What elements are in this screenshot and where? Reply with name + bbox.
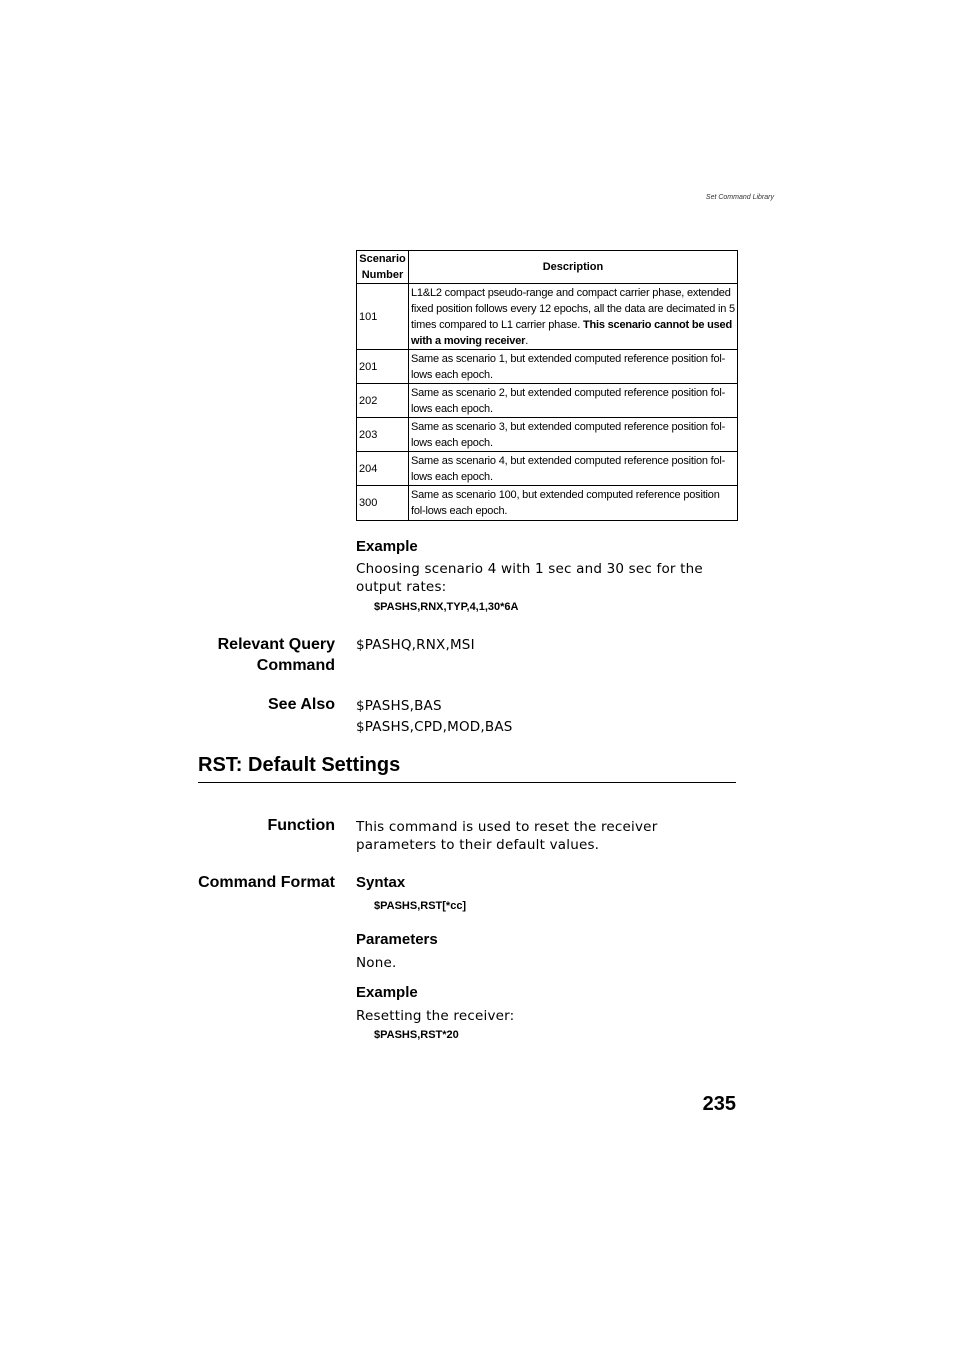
table-row bbox=[357, 418, 738, 452]
table-header-row bbox=[357, 251, 738, 284]
scenario-number: 201 bbox=[357, 350, 409, 384]
desc-end: . bbox=[525, 334, 529, 347]
scenario-number: 300 bbox=[357, 486, 409, 521]
col-header-description: Description bbox=[409, 251, 738, 284]
table-row bbox=[357, 384, 738, 418]
scenario-description bbox=[409, 284, 738, 350]
scenario-description: Same as scenario 4, but extended computed reference position fol-lows each epoch. bbox=[409, 452, 738, 486]
section-title: RST: Default Settings bbox=[198, 754, 401, 776]
example2-code: $PASHS,RST*20 bbox=[374, 1029, 459, 1041]
see-also-line1: $PASHS,BAS bbox=[356, 698, 442, 714]
desc-bold: This scenario cannot be used with a moving receiver bbox=[411, 318, 732, 347]
table-row bbox=[357, 486, 738, 521]
function-label: Function bbox=[267, 817, 335, 834]
parameters-text: None. bbox=[356, 955, 397, 971]
table-row bbox=[357, 350, 738, 384]
desc-text: L1&L2 compact pseudo-range and compact carrier phase, extended fixed position follows every 12 epochs, all the data are decimated in 5 times compared to L1 carrier phase. bbox=[411, 286, 735, 331]
scenario-number: 204 bbox=[357, 452, 409, 486]
scenario-table bbox=[356, 250, 738, 521]
scenario-description: Same as scenario 100, but extended computed reference position fol-lows each epoch. bbox=[409, 486, 738, 521]
col-header-scenario: Scenario Number bbox=[357, 251, 409, 284]
command-format-label: Command Format bbox=[198, 874, 335, 891]
relevant-query-label-line2: Command bbox=[256, 657, 335, 674]
example-text: Choosing scenario 4 with 1 sec and 30 sec for the output rates: bbox=[356, 561, 703, 595]
example-heading: Example bbox=[356, 538, 418, 555]
function-text: This command is used to reset the receiver parameters to their default values. bbox=[356, 819, 658, 853]
see-also-line2: $PASHS,CPD,MOD,BAS bbox=[356, 719, 513, 735]
scenario-description: Same as scenario 1, but extended computed reference position fol-lows each epoch. bbox=[409, 350, 738, 384]
syntax-code: $PASHS,RST[*cc] bbox=[374, 900, 467, 912]
scenario-description: Same as scenario 3, but extended computed reference position fol-lows each epoch. bbox=[409, 418, 738, 452]
example2-text: Resetting the receiver: bbox=[356, 1008, 515, 1024]
see-also-label: See Also bbox=[268, 696, 335, 713]
page-number: 235 bbox=[702, 1093, 736, 1115]
section-rule bbox=[198, 782, 736, 783]
scenario-description: Same as scenario 2, but extended computed reference position fol-lows each epoch. bbox=[409, 384, 738, 418]
relevant-query-label bbox=[155, 634, 335, 676]
relevant-query-value: $PASHQ,RNX,MSI bbox=[356, 637, 475, 653]
scenario-number: 203 bbox=[357, 418, 409, 452]
example-code: $PASHS,RNX,TYP,4,1,30*6A bbox=[374, 601, 519, 613]
table-row bbox=[357, 452, 738, 486]
relevant-query-label-line1: Relevant Query bbox=[217, 636, 335, 653]
table-row bbox=[357, 284, 738, 350]
scenario-number: 101 bbox=[357, 284, 409, 350]
scenario-number: 202 bbox=[357, 384, 409, 418]
running-header: Set Command Library bbox=[705, 194, 774, 201]
parameters-heading: Parameters bbox=[356, 931, 438, 948]
syntax-heading: Syntax bbox=[356, 874, 406, 891]
example2-heading: Example bbox=[356, 984, 418, 1001]
